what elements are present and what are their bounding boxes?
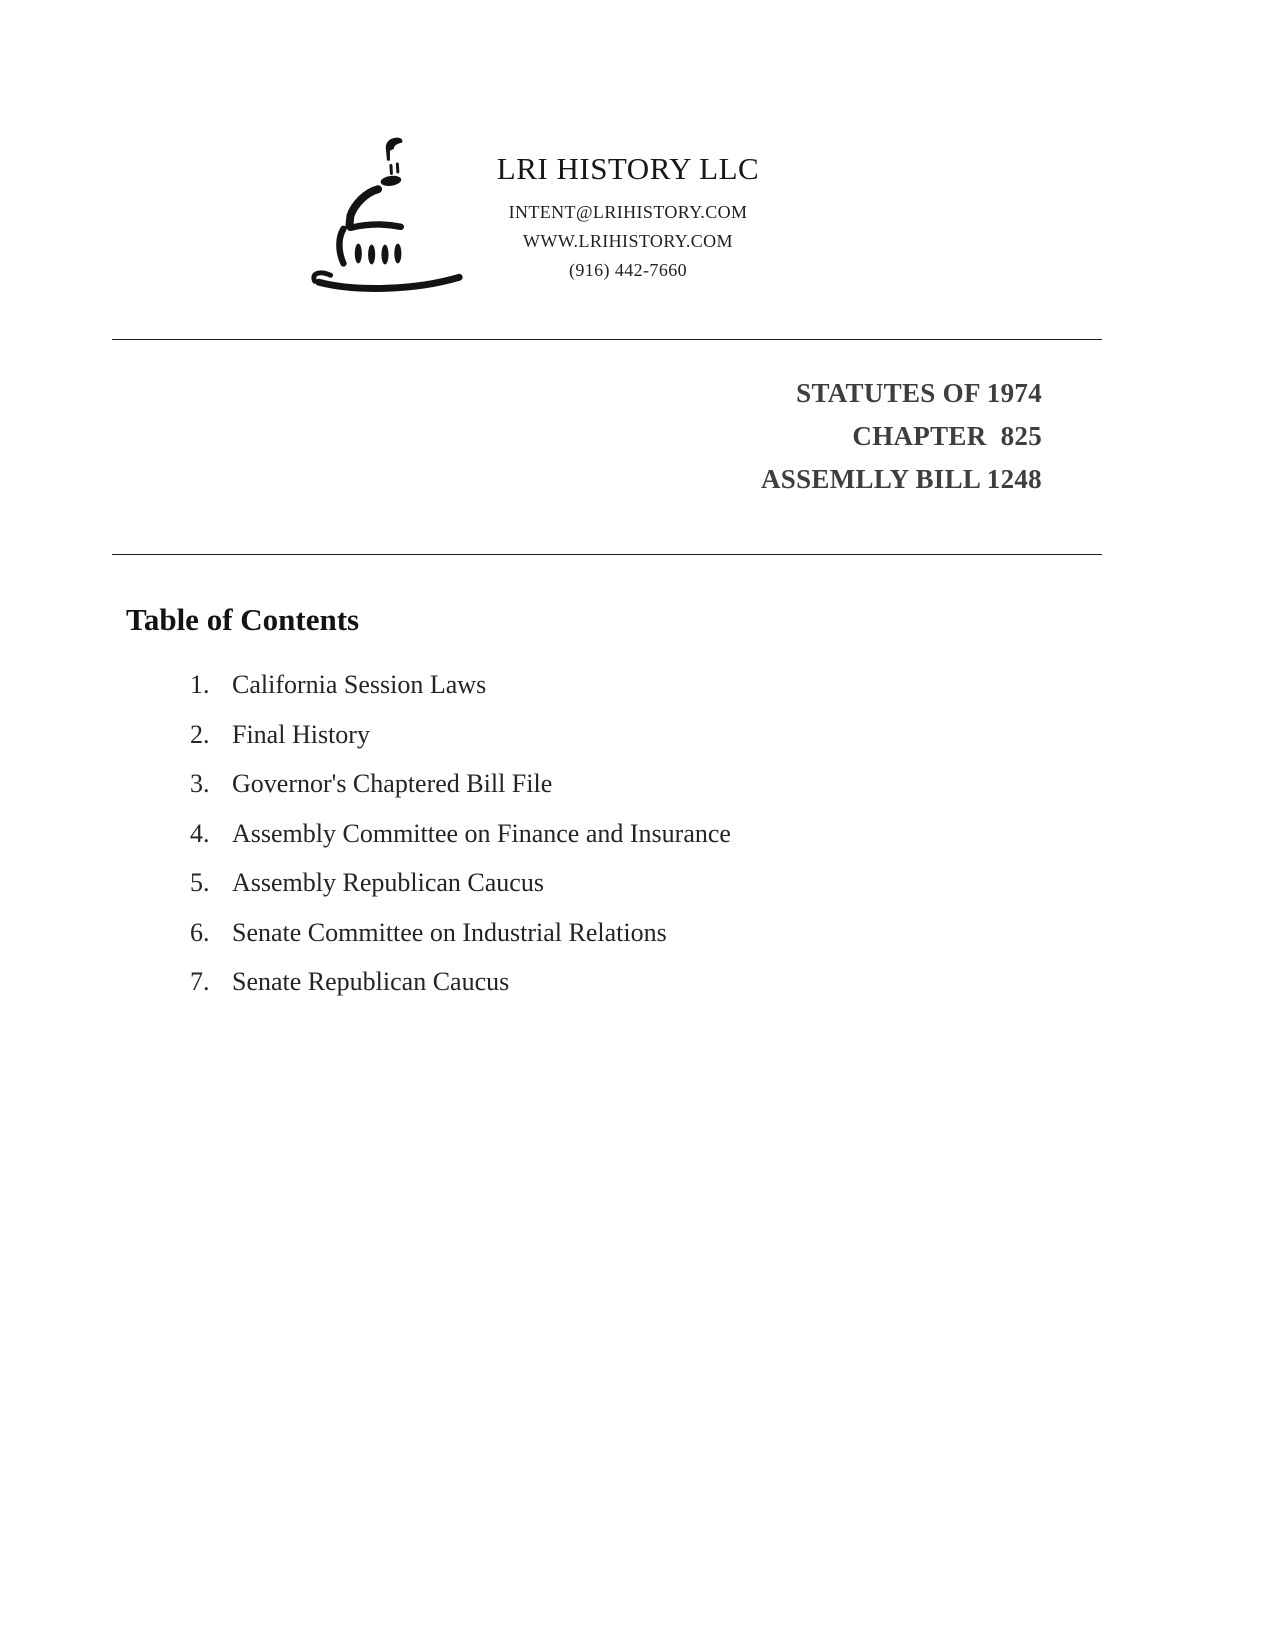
toc-item-label: Assembly Republican Caucus <box>232 868 544 897</box>
statutes-year-line: STATUTES OF 1974 <box>796 378 1042 408</box>
toc-item-number: 7. <box>190 967 210 996</box>
toc-item-number: 3. <box>190 769 210 798</box>
company-website: WWW.LRIHISTORY.COM <box>523 231 733 251</box>
toc-heading: Table of Contents <box>126 601 360 637</box>
letterhead-contact-block <box>452 150 804 285</box>
company-name: LRI HISTORY LLC <box>496 151 760 186</box>
divider-top <box>112 339 1102 340</box>
toc-item-number: 6. <box>190 917 210 947</box>
toc-item-label: California Session Laws <box>232 670 487 699</box>
toc-item-senate-republican-caucus <box>190 968 1090 995</box>
toc-list <box>150 671 1090 1018</box>
chapter-line: CHAPTER 825 <box>852 421 1042 451</box>
toc-item-label: Senate Republican Caucus <box>232 967 510 996</box>
toc-item-label: Senate Committee on Industrial Relations <box>232 917 667 947</box>
capitol-dome-logo-icon <box>295 126 473 298</box>
statute-title-block <box>761 372 1042 501</box>
toc-item-label: Assembly Committee on Finance and Insurance <box>232 818 731 848</box>
toc-item-label: Final History <box>232 719 370 749</box>
toc-item-senate-committee-industrial-relations <box>190 919 1090 946</box>
company-phone: (916) 442-7660 <box>568 260 688 280</box>
toc-item-number: 1. <box>190 670 210 699</box>
toc-item-governors-chaptered-bill-file <box>190 770 1090 797</box>
toc-item-number: 4. <box>190 818 210 848</box>
toc-item-california-session-laws <box>190 671 1090 698</box>
company-email: INTENT@LRIHISTORY.COM <box>508 202 748 222</box>
toc-item-assembly-republican-caucus <box>190 869 1090 896</box>
assembly-bill-line: ASSEMLLY BILL 1248 <box>760 464 1042 494</box>
toc-item-assembly-committee-finance-insurance <box>190 820 1090 847</box>
toc-item-number: 2. <box>190 719 210 749</box>
toc-item-final-history <box>190 721 1090 748</box>
divider-bottom <box>112 554 1102 555</box>
toc-item-number: 5. <box>190 868 210 897</box>
toc-item-label: Governor's Chaptered Bill File <box>232 769 553 798</box>
